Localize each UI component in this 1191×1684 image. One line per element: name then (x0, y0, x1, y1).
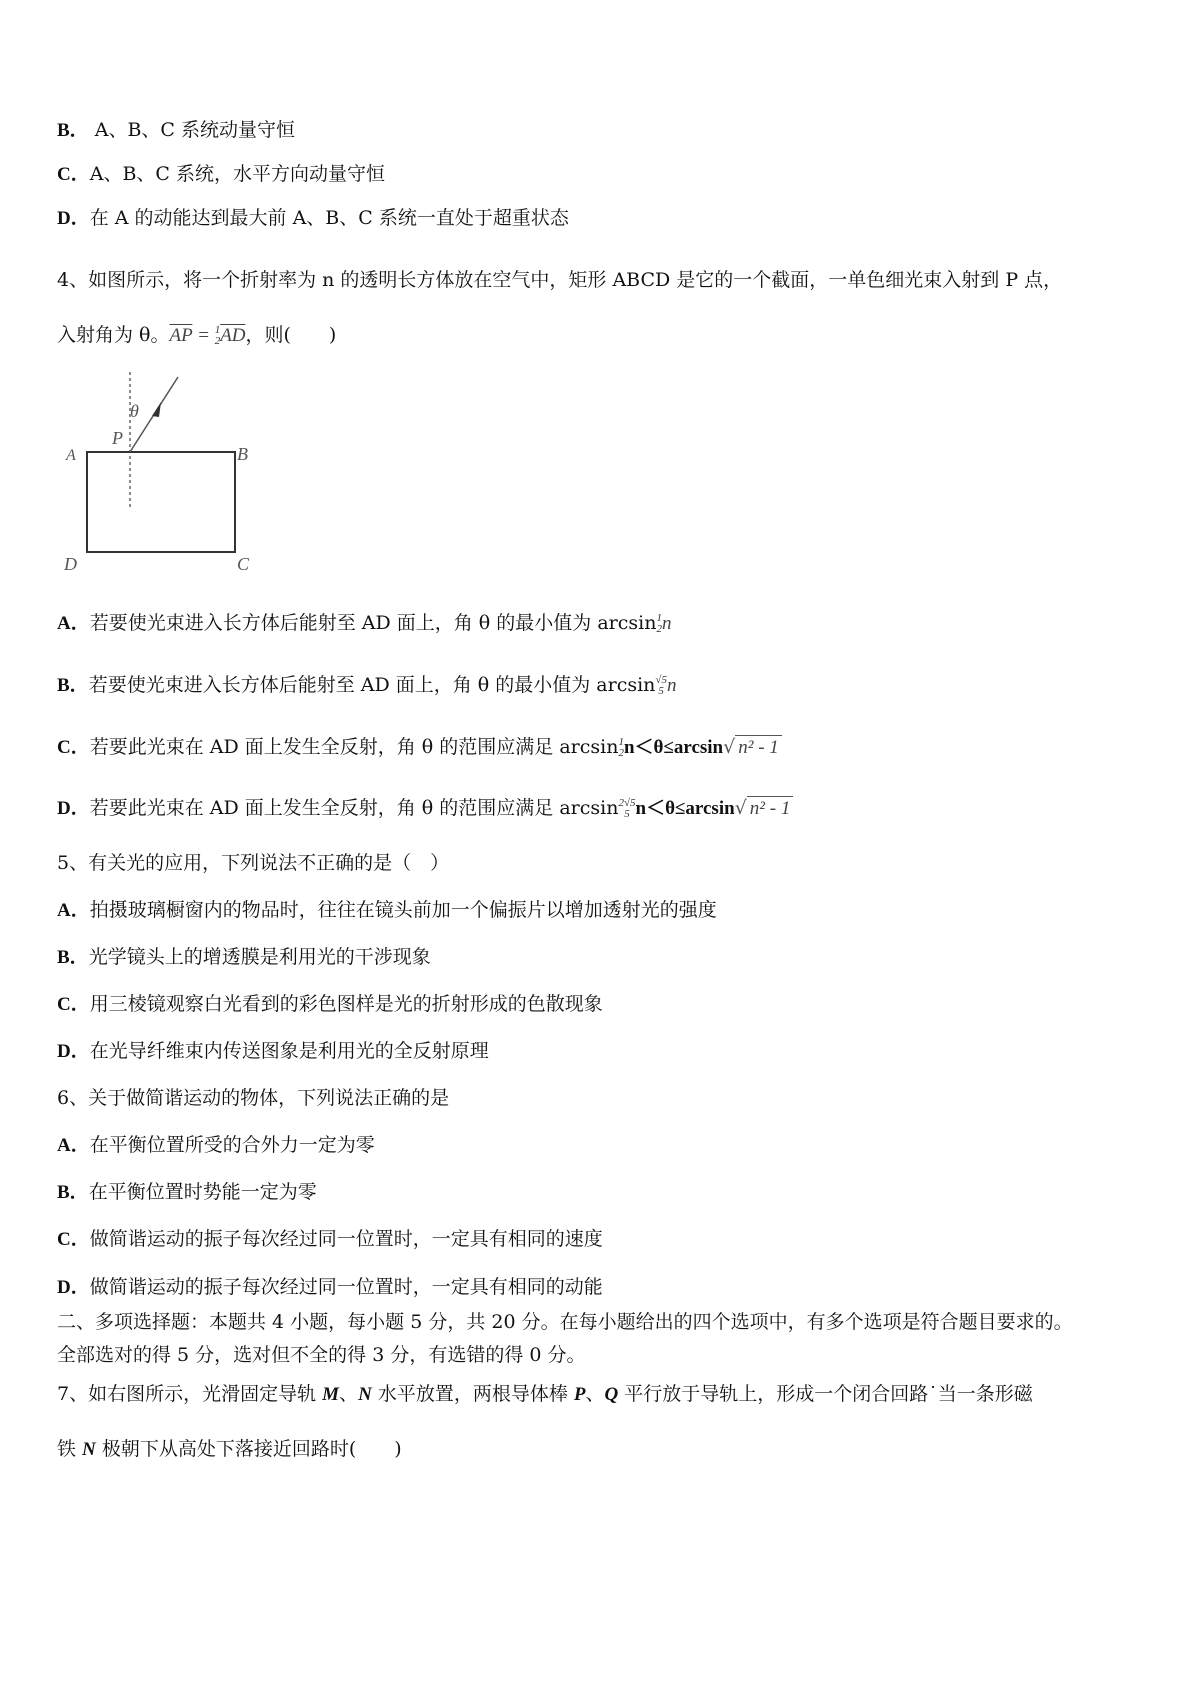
q6-option-d: D．做简谐运动的振子每次经过同一位置时，一定具有相同的动能 (57, 1276, 603, 1298)
q4-option-c: C．若要此光束在 AD 面上发生全反射，角 θ 的范围应满足 arcsin 1 2 n＜θ≤arcsin√ n² - 1 (57, 735, 782, 760)
q4-stem-line2: 入射角为 θ。$\overline{AP}$ = 1 2 $\overline{AD}$，则( ) (57, 324, 337, 347)
label-c: C (237, 554, 250, 574)
section2-heading-line2: 全部选对的得 5 分，选对但不全的得 3 分，有选错的得 0 分。 (57, 1344, 586, 1366)
q4-stem-line1: 4、如图所示，将一个折射率为 n 的透明长方体放在空气中，矩形 ABCD 是它的一个截面，一单色细光束入射到 P 点， (57, 269, 1063, 291)
q7-stem-line1: 7、如右图所示，光滑固定导轨 M、N 水平放置，两根导体棒 P、Q 平行放于导轨上，形成一个闭合回路˙当一条形磁 (57, 1383, 1033, 1405)
q7-stem-line2: 铁 N 极朝下从高处下落接近回路时( ) (57, 1438, 402, 1460)
q5-option-c: C．用三棱镜观察白光看到的彩色图样是光的折射形成的色散现象 (57, 993, 603, 1015)
label-p: P (112, 428, 123, 448)
q5-option-b: B．光学镜头上的增透膜是利用光的干涉现象 (57, 946, 431, 968)
label-theta: θ (130, 401, 139, 421)
q4-option-d: D．若要此光束在 AD 面上发生全反射，角 θ 的范围应满足 arcsin 2√5 5 n＜θ≤arcsin√ n² - 1 (57, 796, 793, 821)
section2-heading-line1: 二、多项选择题：本题共 4 小题，每小题 5 分，共 20 分。在每小题给出的四个选项中，有多个选项是符合题目要求的。 (57, 1311, 1073, 1333)
q5-stem: 5、有关光的应用，下列说法不正确的是（ ） (57, 852, 450, 874)
q6-option-a: A．在平衡位置所受的合外力一定为零 (57, 1134, 375, 1156)
q5-option-d: D．在光导纤维束内传送图象是利用光的全反射原理 (57, 1040, 489, 1062)
label-d: D (64, 554, 77, 574)
q3-option-c: C．A、B、C 系统，水平方向动量守恒 (57, 163, 385, 185)
q4-option-b: B．若要使光束进入长方体后能射至 AD 面上，角 θ 的最小值为 arcsin √5 5 n (57, 674, 677, 697)
q4-figure-rectangle-light (60, 372, 280, 582)
rectangle-abcd (87, 452, 235, 552)
q4-option-a: A．若要使光束进入长方体后能射至 AD 面上，角 θ 的最小值为 arcsin 1 2 n (57, 612, 672, 635)
q6-option-c: C．做简谐运动的振子每次经过同一位置时，一定具有相同的速度 (57, 1228, 603, 1250)
q3-option-b: B． A、B、C 系统动量守恒 (57, 119, 295, 141)
label-a: A (66, 447, 76, 464)
q6-option-b: B．在平衡位置时势能一定为零 (57, 1181, 317, 1203)
ray-arrow-icon (152, 402, 161, 417)
q3-option-d: D．在 A 的动能达到最大前 A、B、C 系统一直处于超重状态 (57, 207, 569, 229)
q5-option-a: A．拍摄玻璃橱窗内的物品时，往往在镜头前加一个偏振片以增加透射光的强度 (57, 899, 717, 921)
label-b: B (237, 444, 248, 464)
q6-stem: 6、关于做简谐运动的物体，下列说法正确的是 (57, 1087, 450, 1109)
